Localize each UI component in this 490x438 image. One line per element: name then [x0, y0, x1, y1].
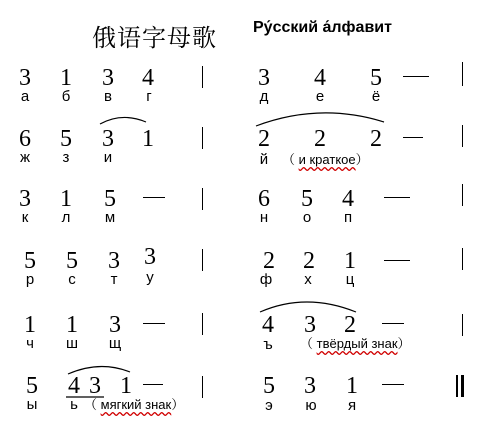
note-number: 3 — [89, 373, 101, 399]
letter: в — [104, 88, 112, 105]
note-number: 1 — [142, 126, 154, 152]
annotation-open: （ — [300, 336, 317, 351]
note-number: 4 — [142, 65, 154, 91]
note-number: 4 — [68, 373, 80, 399]
note-number: 5 — [263, 373, 275, 399]
letter: ё — [371, 88, 381, 105]
letter: я — [347, 397, 357, 414]
note-number: 6 — [19, 126, 31, 152]
letter: э — [265, 397, 273, 414]
note-number: 3 — [108, 248, 120, 274]
slur-arc — [256, 113, 384, 126]
title-russian: Ру́сский а́лфавит — [253, 19, 392, 36]
annotation-text: твёрдый знак — [316, 336, 398, 351]
note-number: 2 — [263, 248, 275, 274]
note-number: 2 — [344, 312, 356, 338]
note-number: 1 — [60, 186, 72, 212]
note-number: 5 — [104, 186, 116, 212]
letter: о — [302, 209, 312, 226]
letter: п — [343, 209, 353, 226]
note-number: 1 — [24, 312, 36, 338]
note-number: 4 — [262, 312, 274, 338]
note-number: 4 — [314, 65, 326, 91]
letter: щ — [108, 335, 122, 352]
slur-arc — [260, 302, 356, 312]
annotation-close: ） — [355, 152, 369, 167]
slur-arc — [68, 366, 130, 374]
letter: ь — [70, 396, 78, 413]
note-number: 3 — [109, 312, 121, 338]
title-chinese: 俄语字母歌 — [92, 24, 217, 52]
letter: ж — [19, 149, 31, 166]
note-number: 3 — [19, 186, 31, 212]
note-number: 5 — [60, 126, 72, 152]
note-number: 3 — [304, 373, 316, 399]
letter: ф — [259, 271, 273, 288]
slur-arc — [100, 117, 146, 124]
note-number: 2 — [303, 248, 315, 274]
letter: и — [103, 149, 113, 166]
letter: у — [146, 269, 154, 286]
note-number: 5 — [370, 65, 382, 91]
letter: а — [20, 88, 30, 105]
note-number: 1 — [66, 312, 78, 338]
note-number: 3 — [304, 312, 316, 338]
annotation-text: и краткое — [298, 152, 356, 167]
letter: к — [21, 209, 29, 226]
annotation-text: мягкий знак — [100, 397, 172, 412]
letter: ю — [305, 397, 317, 414]
letter: з — [62, 149, 70, 166]
note-number: 3 — [102, 65, 114, 91]
note-number: 3 — [102, 126, 114, 152]
note-number: 3 — [19, 65, 31, 91]
note-number: 4 — [342, 186, 354, 212]
letter: е — [315, 88, 325, 105]
letter: р — [25, 271, 35, 288]
note-number: 5 — [26, 373, 38, 399]
note-number: 2 — [314, 126, 326, 152]
note-number: 1 — [120, 373, 132, 399]
letter: т — [110, 271, 118, 288]
letter: х — [304, 271, 312, 288]
note-number: 5 — [24, 248, 36, 274]
letter: ч — [26, 335, 34, 352]
letter: й — [259, 151, 269, 168]
letter: б — [61, 88, 71, 105]
letter: н — [259, 209, 269, 226]
note-number: 3 — [258, 65, 270, 91]
note-number: 5 — [301, 186, 313, 212]
letter: ъ — [263, 336, 273, 353]
letter: л — [61, 209, 71, 226]
note-number: 2 — [258, 126, 270, 152]
note-number: 3 — [144, 244, 156, 270]
note-number: 1 — [344, 248, 356, 274]
note-number: 1 — [60, 65, 72, 91]
annotation-close: ） — [397, 336, 411, 351]
letter: ш — [65, 335, 79, 352]
letter: ц — [345, 271, 355, 288]
note-number: 1 — [346, 373, 358, 399]
letter: г — [146, 88, 152, 105]
annotation-close: ） — [171, 397, 185, 412]
letter: с — [68, 271, 76, 288]
letter: д — [259, 88, 269, 105]
note-number: 6 — [258, 186, 270, 212]
letter: м — [104, 209, 116, 226]
note-number: 5 — [66, 248, 78, 274]
note-number: 2 — [370, 126, 382, 152]
annotation-open: （ — [282, 152, 299, 167]
annotation-open: （ — [84, 397, 101, 412]
letter: ы — [26, 396, 38, 413]
